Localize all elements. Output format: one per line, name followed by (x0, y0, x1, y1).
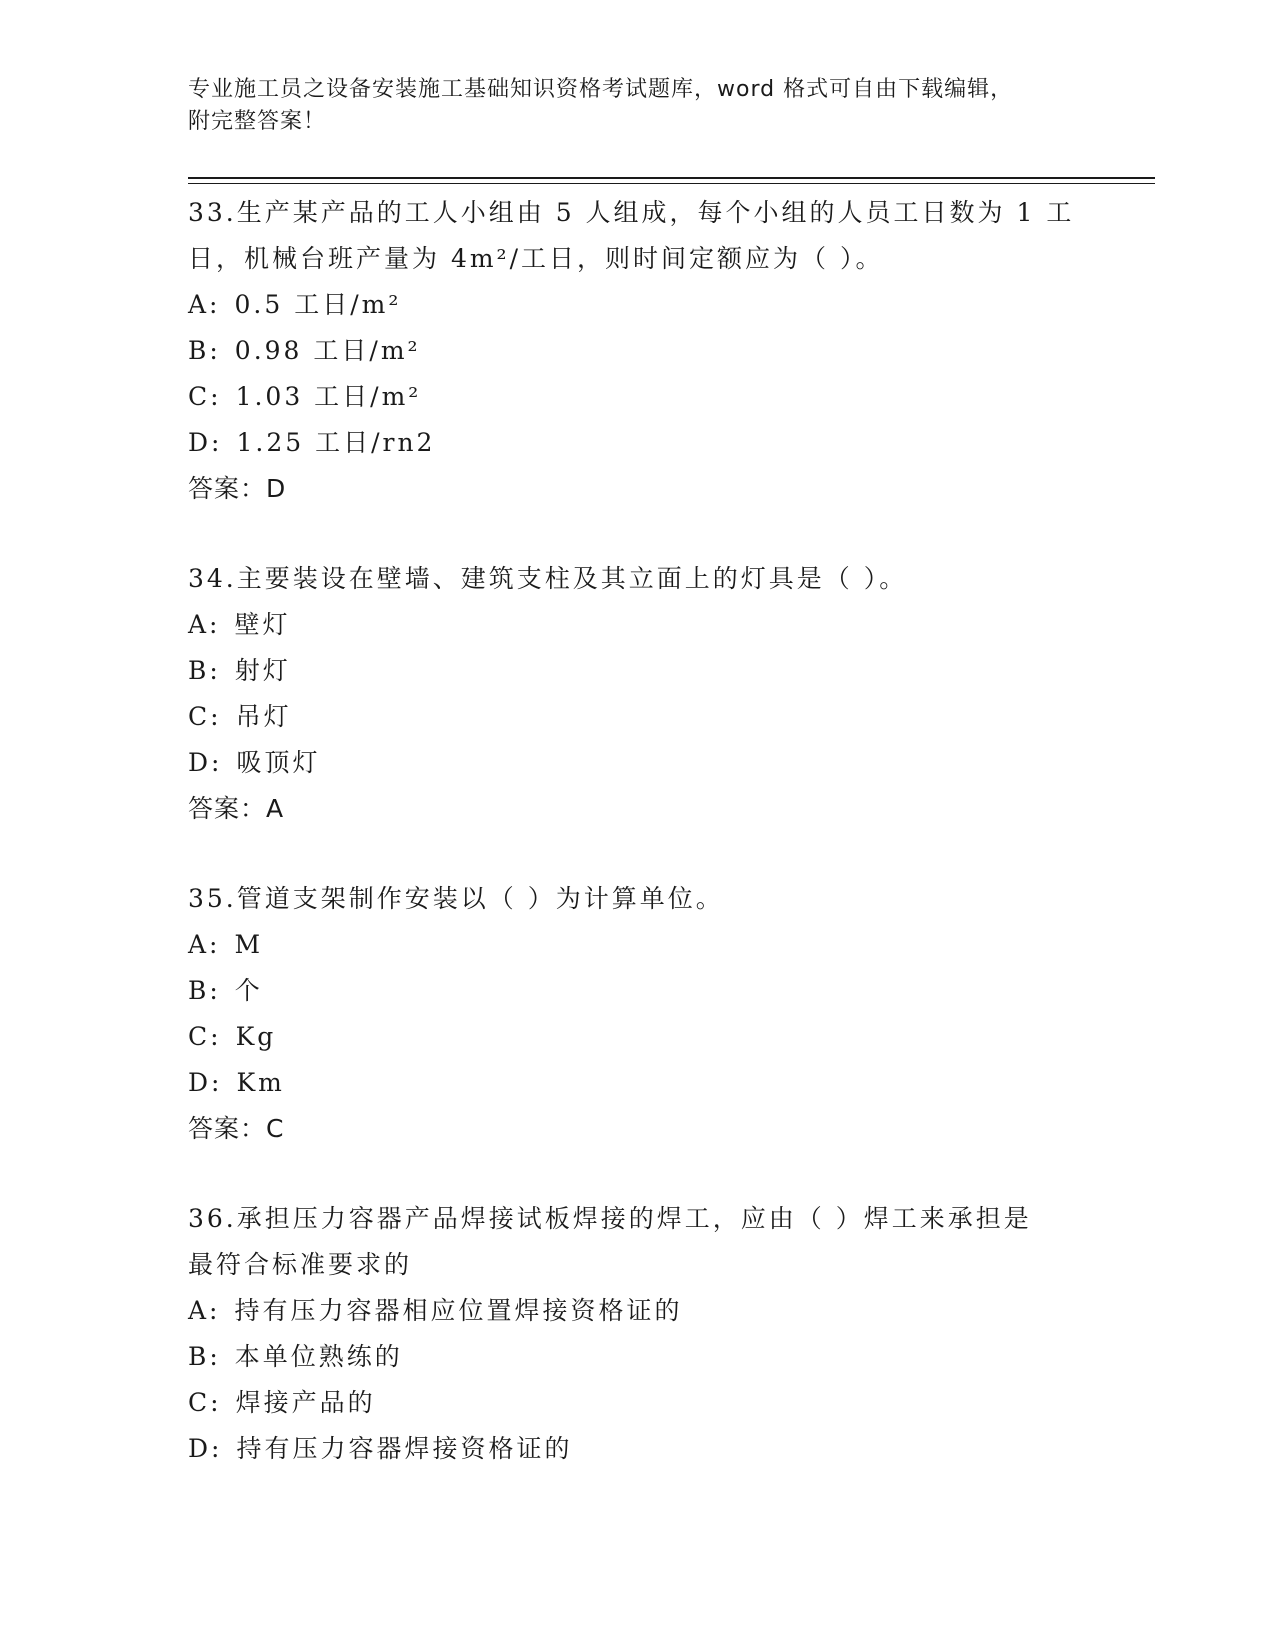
option-a (188, 922, 1088, 968)
answer-line: 答案：D (188, 474, 287, 503)
option-c (188, 1380, 1088, 1426)
option-c (188, 1014, 1088, 1060)
question-list (188, 190, 1088, 1516)
option-text: 持有压力容器相应位置焊接资格证的 (234, 1296, 683, 1325)
option-label: D: (188, 1434, 223, 1463)
option-text: 壁灯 (234, 610, 291, 639)
question-text-line-1: 34.主要装设在壁墙、建筑支柱及其立面上的灯具是（ ）。 (188, 564, 908, 593)
option-d (188, 420, 1088, 466)
option-label: B: (188, 336, 221, 365)
answer-line: 答案：A (188, 794, 285, 823)
option-d (188, 1060, 1088, 1106)
option-label: C: (188, 382, 222, 411)
option-label: A: (188, 610, 221, 639)
answer-line: 答案：C (188, 1114, 285, 1143)
option-label: D: (188, 748, 223, 777)
option-text: 焊接产品的 (235, 1388, 376, 1417)
question-36 (188, 1196, 1088, 1472)
option-label: A: (188, 930, 221, 959)
option-d (188, 740, 1088, 786)
option-text: 0.98 工日/m² (234, 336, 421, 365)
option-text: 个 (234, 976, 263, 1005)
option-b (188, 968, 1088, 1014)
option-c (188, 374, 1088, 420)
option-b (188, 328, 1088, 374)
option-text: 0.5 工日/m² (234, 290, 402, 319)
option-text: 吸顶灯 (236, 748, 321, 777)
option-label: A: (188, 1296, 221, 1325)
header-divider-thin (188, 183, 1155, 184)
option-c (188, 694, 1088, 740)
question-35 (188, 876, 1088, 1152)
question-text-line-1: 36.承担压力容器产品焊接试板焊接的焊工，应由（ ）焊工来承担是 (188, 1204, 1032, 1233)
document-header (188, 74, 1088, 138)
question-text-line-1: 33.生产某产品的工人小组由 5 人组成，每个小组的人员工日数为 1 工 (188, 198, 1075, 227)
option-text: 1.25 工日/rn2 (236, 428, 436, 457)
option-text: 射灯 (234, 656, 291, 685)
option-a (188, 1288, 1088, 1334)
question-text-line-2: 最符合标准要求的 (188, 1250, 413, 1279)
option-label: C: (188, 702, 222, 731)
option-label: B: (188, 656, 221, 685)
option-a (188, 282, 1088, 328)
option-label: B: (188, 976, 221, 1005)
header-line-1: 专业施工员之设备安装施工基础知识资格考试题库，word 格式可自由下载编辑， (188, 77, 1014, 102)
question-34 (188, 556, 1088, 832)
option-label: B: (188, 1342, 221, 1371)
question-text-line-2: 日，机械台班产量为 4m²/工日，则时间定额应为（ ）。 (188, 244, 884, 273)
option-text: Km (236, 1068, 285, 1097)
option-text: M (234, 930, 264, 959)
option-text: 吊灯 (235, 702, 292, 731)
option-label: A: (188, 290, 221, 319)
option-a (188, 602, 1088, 648)
option-text: 持有压力容器焊接资格证的 (236, 1434, 573, 1463)
option-b (188, 1334, 1088, 1380)
option-label: D: (188, 428, 223, 457)
option-text: 1.03 工日/m² (235, 382, 422, 411)
option-b (188, 648, 1088, 694)
option-label: C: (188, 1022, 222, 1051)
option-text: Kg (235, 1022, 277, 1051)
option-label: C: (188, 1388, 222, 1417)
option-label: D: (188, 1068, 223, 1097)
question-33 (188, 190, 1088, 512)
header-divider-thick (188, 177, 1155, 179)
question-text-line-1: 35.管道支架制作安装以（ ）为计算单位。 (188, 884, 724, 913)
header-line-2: 附完整答案！ (188, 109, 327, 134)
option-d (188, 1426, 1088, 1472)
option-text: 本单位熟练的 (234, 1342, 403, 1371)
